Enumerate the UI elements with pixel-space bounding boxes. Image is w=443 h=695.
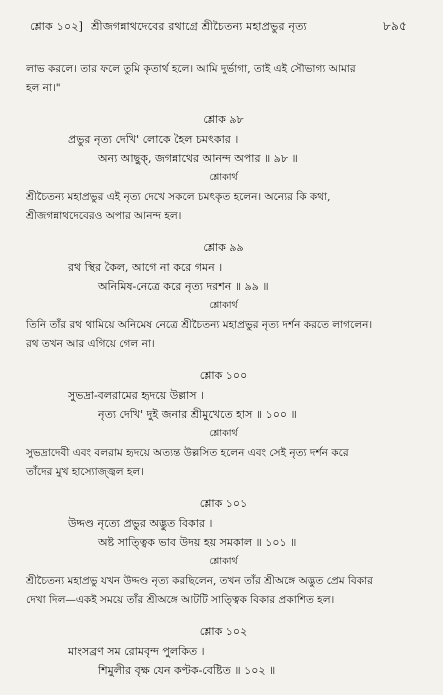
verse-line: অনিমিষ-নেত্রে করে নৃত্য দরশন ॥ ৯৯ ॥	[98, 280, 269, 293]
translation-line: শ্রীচৈতন্য মহাপ্রভু যখন উদ্দণ্ড নৃত্য করছিলেন, তখন তাঁর শ্রীঅঙ্গে অদ্ভুত প্রেম বিকার	[26, 575, 373, 587]
verse-line: নৃত্য দেখি' দুই জনার শ্রীমুখেতে হাস ॥ ১০০ ॥	[98, 408, 297, 421]
translation-line: তাঁদের মুখ হাস্যোজ্জ্বল হল।	[26, 466, 145, 478]
translation-heading: শ্লোকার্থ	[209, 428, 238, 439]
running-head	[30, 18, 407, 38]
verse-heading: শ্লোক ১০১	[199, 497, 248, 510]
intro-paragraph-line: হল না।"	[26, 82, 61, 94]
verse-line: উদ্দণ্ড নৃত্যে প্রভুর অদ্ভুত বিকার ।	[68, 517, 213, 530]
translation-line: রথ তখন আর এগিয়ে গেল না।	[26, 338, 155, 350]
verse-heading: শ্লোক ৯৮	[203, 113, 244, 126]
verse-line: প্রভুর নৃত্য দেখি' লোকে হৈল চমৎকার ।	[68, 133, 239, 146]
verse-line: শিমুলীর বৃক্ষ যেন কণ্টক-বেষ্টিত ॥ ১০২ ॥	[98, 664, 276, 677]
translation-line: সুভদ্রাদেবী এবং বলরাম হৃদয়ে অত্যন্ত উল্লসিত হলেন এবং সেই নৃত্য দর্শন করে	[26, 447, 349, 459]
running-head-left	[30, 18, 307, 37]
page-content	[26, 60, 421, 680]
translation-heading: শ্লোকার্থ	[209, 556, 238, 567]
verse-line: রথ স্থির কৈল, আগে না করে গমন ।	[68, 261, 223, 274]
translation-heading: শ্লোকার্থ	[209, 300, 238, 311]
translation-line: শ্রীচৈতন্য মহাপ্রভুর এই নৃত্য দেখে সকলে চমৎকৃত হলেন। অন্যের কি কথা,	[26, 191, 331, 203]
translation-line: দেখা দিল—একই সময়ে তাঁর শ্রীঅঙ্গে আটটি সাত্ত্বিক বিকার প্রকাশিত হল।	[26, 594, 335, 606]
chapter-title: শ্রীজগন্নাথদেবের রথাগ্রে শ্রীচৈতন্য মহাপ্রভুর নৃত্য	[91, 20, 307, 33]
translation-line: শ্রীজগন্নাথদেবেরও অপার আনন্দ হল।	[26, 210, 182, 222]
verse-heading: শ্লোক ১০২	[199, 625, 248, 638]
verse-line: অষ্ট সাত্ত্বিক ভাব উদয় হয় সমকাল ॥ ১০১ ॥	[98, 536, 297, 549]
verse-heading: শ্লোক ১০০	[199, 369, 248, 382]
verse-heading: শ্লোক ৯৯	[203, 241, 244, 254]
verse-line: অন্য আছুক্, জগন্নাথের আনন্দ অপার ॥ ৯৮ ॥	[98, 152, 298, 165]
intro-paragraph-line: লাভ করলে। তার ফলে তুমি কৃতার্থ হলে। আমি দুর্ভাগা, তাই এই সৌভাগ্য আমার	[26, 63, 356, 75]
verse-reference: শ্লোক ১০২]	[30, 20, 84, 33]
verse-line: মাংসব্রণ সম রোমবৃন্দ পুলকিত ।	[68, 645, 205, 658]
translation-line: তিনি তাঁর রথ থামিয়ে অনিমেষ নেত্রে শ্রীচৈতন্য মহাপ্রভুর নৃত্য দর্শন করতে লাগলেন।	[26, 319, 373, 331]
translation-heading: শ্লোকার্থ	[209, 172, 238, 183]
page-number: ৮৯৫	[383, 19, 407, 33]
verse-line: সুভদ্রা-বলরামের হৃদয়ে উল্লাস ।	[68, 389, 204, 402]
